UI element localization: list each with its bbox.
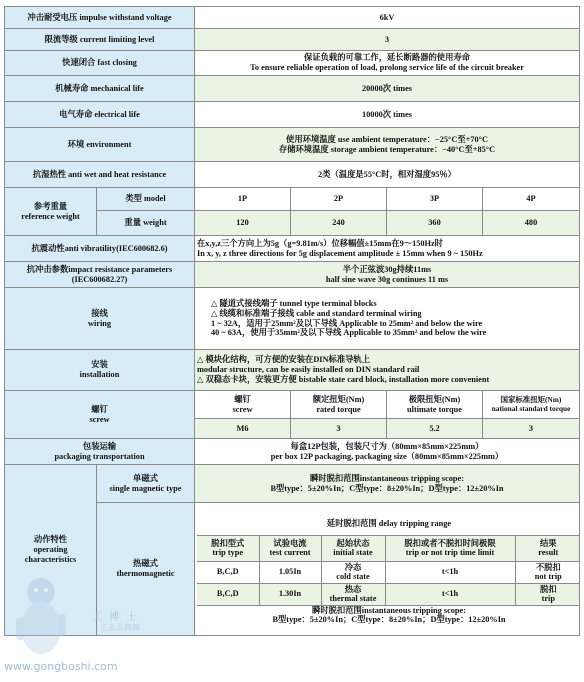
weight-4p: 480 bbox=[483, 211, 580, 236]
thermomagnetic-label-cn: 热磁式 bbox=[133, 559, 158, 569]
thermo-inst-line2: B型type：5±20%In；C型type：8±20%In；D型type：12±20%In bbox=[272, 615, 506, 625]
screw-header-ultimate-en: ultimate torque bbox=[407, 404, 462, 414]
screw-value-national: 3 bbox=[483, 419, 580, 439]
thermo-row-cold-result bbox=[515, 561, 580, 583]
wiring-label bbox=[5, 288, 195, 350]
thermo-row-thermal-state-en: thermal state bbox=[329, 594, 377, 604]
thermomagnetic-label bbox=[97, 503, 195, 636]
screw-header-national-cn: 国家标准扭矩(Nm) bbox=[500, 394, 562, 404]
limiting-value: 3 bbox=[195, 29, 580, 51]
row-packaging bbox=[5, 439, 580, 465]
row-limiting bbox=[5, 29, 580, 51]
thermo-row-thermal-result-en: trip bbox=[541, 594, 555, 604]
thermo-row-thermal-state-cn: 热态 bbox=[344, 584, 362, 594]
thermo-row-thermal-type: B,C,D bbox=[197, 583, 259, 605]
screw-value-size: M6 bbox=[195, 419, 291, 439]
thermomagnetic-label-en: thermomagnetic bbox=[116, 569, 175, 578]
packaging-line1: 每盒12P包装，包装尺寸为（80mm×85mm×225mm） bbox=[290, 441, 484, 451]
thermo-header-type-en: trip type bbox=[212, 548, 244, 558]
environment-value bbox=[195, 128, 580, 162]
closing-value-en: To ensure reliable operation of load, prolong service life of the circuit breaker bbox=[250, 63, 524, 72]
thermo-header-state bbox=[321, 535, 385, 561]
heat-value: 2类（温度是55°C时，相对湿度95％） bbox=[195, 162, 580, 188]
wiring-label-cn: 接线 bbox=[91, 308, 108, 318]
thermo-inst-row bbox=[197, 605, 580, 625]
screw-value-ultimate: 5.2 bbox=[387, 419, 483, 439]
environment-label: 环境 environment bbox=[5, 128, 195, 162]
impulse-label: 冲击耐受电压 impulse withstand voltage bbox=[5, 7, 195, 29]
screw-header-rated bbox=[291, 391, 387, 419]
weight-label-cn: 参考重量 bbox=[33, 201, 68, 211]
screw-header-screw bbox=[195, 391, 291, 419]
packaging-label-en: packaging transportation bbox=[54, 451, 145, 461]
thermo-row-thermal-current: 1.30In bbox=[259, 583, 321, 605]
wiring-label-en: wiring bbox=[87, 318, 112, 328]
row-installation bbox=[5, 350, 580, 391]
row-wiring bbox=[5, 288, 580, 350]
electrical-label: 电气寿命 electrical life bbox=[5, 102, 195, 128]
mechanical-label: 机械寿命 mechanical life bbox=[5, 76, 195, 102]
operating-label-en: operating characteristics bbox=[24, 545, 77, 564]
vibration-line1: 在x,y,z三个方向上为5g（g=9.81m/s）位移幅值±15mm在9～150Hz时 bbox=[197, 238, 443, 248]
thermo-header-time-cn: 脱扣或者不脱扣时间极限 bbox=[404, 538, 496, 548]
row-operating-single bbox=[5, 465, 580, 503]
screw-label-en: screw bbox=[89, 414, 110, 424]
thermo-row-thermal-time: t<1h bbox=[385, 583, 515, 605]
thermo-header-type-cn: 脱扣型式 bbox=[211, 538, 245, 548]
vibration-line2: In x, y, z three directions for 5g displacement amplitude ± 15mm when 9 ~ 150Hz bbox=[197, 248, 483, 258]
thermo-row-thermal-result-cn: 脱扣 bbox=[539, 584, 557, 594]
watermark-url: www.gongboshi.com bbox=[4, 660, 118, 673]
vibration-label: 抗震动性anti vibratility(IEC600682.6) bbox=[5, 236, 195, 262]
environment-line1: 使用环境温度 use ambient temperature：−25°C至+70°C bbox=[286, 134, 488, 144]
thermo-header-result-en: result bbox=[538, 548, 559, 558]
thermo-header-type bbox=[197, 535, 259, 561]
row-environment bbox=[5, 128, 580, 162]
packaging-value bbox=[195, 439, 580, 465]
screw-header-national bbox=[483, 391, 580, 419]
row-vibration bbox=[5, 236, 580, 262]
row-closing bbox=[5, 51, 580, 76]
limiting-label: 限流等级 current limiting level bbox=[5, 29, 195, 51]
wiring-line-4: 40 ~ 63A，使用于35mm²及以下导线 Applicable to 35mm² and below the wire bbox=[211, 328, 487, 338]
thermo-header-result bbox=[515, 535, 580, 561]
thermo-header-state-cn: 起始状态 bbox=[336, 538, 370, 548]
impulse-value: 6kV bbox=[195, 7, 580, 29]
packaging-line2: per box 12P packaging, packaging size（80mm×85mm×225mm） bbox=[270, 451, 504, 461]
weight-label bbox=[5, 188, 97, 236]
thermo-header-state-en: initial state bbox=[333, 548, 373, 558]
row-screw-header bbox=[5, 391, 580, 419]
closing-value bbox=[195, 51, 580, 76]
thermo-row-thermal-result bbox=[515, 583, 580, 605]
model-1p: 1P bbox=[195, 188, 291, 211]
single-magnetic-line1: 瞬时脱扣范围instantaneous tripping scope: bbox=[310, 473, 464, 483]
screw-header-rated-cn: 额定扭矩(Nm) bbox=[312, 394, 365, 404]
weight-1p: 120 bbox=[195, 211, 291, 236]
installation-label-en: installation bbox=[79, 370, 120, 379]
weight-label-en: reference weight bbox=[21, 211, 80, 221]
installation-line-2: modular structure, can be easily installed on DIN standard rail bbox=[197, 365, 420, 375]
impact-label-2: (IEC600682.27) bbox=[71, 274, 128, 284]
thermo-row-cold-result-cn: 不脱扣 bbox=[535, 562, 561, 572]
thermo-header-time-en: trip or not trip time limit bbox=[405, 548, 495, 558]
screw-label bbox=[5, 391, 195, 439]
installation-line-1: △ 模块化结构，可方便的安装在DIN标准导轨上 bbox=[197, 355, 371, 365]
thermo-row-cold-state-en: cold state bbox=[336, 572, 370, 582]
thermo-row-cold-type: B,C,D bbox=[197, 561, 259, 583]
row-impulse bbox=[5, 7, 580, 29]
model-4p: 4P bbox=[483, 188, 580, 211]
impact-line1: 半个正弦波30g持续11ms bbox=[342, 264, 432, 274]
heat-label: 抗湿热性 anti wet and heat resistance bbox=[5, 162, 195, 188]
thermo-delay-title: 延时脱扣范围 delay tripping range bbox=[197, 513, 580, 535]
weight-value-label: 重量 weight bbox=[97, 211, 195, 236]
impact-label-1: 抗冲击参数impact resistance parameters bbox=[26, 264, 173, 274]
thermo-row-thermal-state bbox=[321, 583, 385, 605]
wiring-line-1: △ 隧道式接线端子 tunnel type terminal blocks bbox=[211, 298, 377, 308]
packaging-label-cn: 包装运输 bbox=[82, 441, 117, 451]
thermo-inst-value bbox=[197, 605, 580, 625]
thermo-inst-line1: 瞬时脱扣范围instantaneous tripping scope: bbox=[312, 605, 466, 615]
thermo-header-current-cn: 试验电流 bbox=[273, 538, 307, 548]
screw-value-rated: 3 bbox=[291, 419, 387, 439]
thermo-row-cold-state bbox=[321, 561, 385, 583]
single-magnetic-label-en: single magnetic type bbox=[109, 483, 182, 493]
model-2p: 2P bbox=[291, 188, 387, 211]
thermo-header-time bbox=[385, 535, 515, 561]
screw-header-ultimate-cn: 极限扭矩(Nm) bbox=[408, 394, 461, 404]
screw-header-ultimate bbox=[387, 391, 483, 419]
thermo-delay-row bbox=[197, 513, 580, 535]
screw-header-screw-en: screw bbox=[232, 404, 253, 414]
row-mechanical bbox=[5, 76, 580, 102]
thermo-header-result-cn: 结果 bbox=[539, 538, 557, 548]
thermo-row-cold-result-en: not trip bbox=[534, 572, 562, 582]
watermark-subtitle: 工业品商城 bbox=[100, 623, 140, 632]
impact-line2: half sine wave 30g continues 11 ms bbox=[325, 274, 449, 284]
single-magnetic-value bbox=[195, 465, 580, 503]
wiring-line-2: △ 线缆和标准端子接线 cable and standard terminal wiring bbox=[211, 308, 422, 318]
spec-table bbox=[4, 6, 580, 636]
single-magnetic-label bbox=[97, 465, 195, 503]
row-weight-model bbox=[5, 188, 580, 211]
row-electrical bbox=[5, 102, 580, 128]
environment-line2: 存储环境温度 storage ambient temperature：−40°C至+85°C bbox=[278, 144, 496, 154]
wiring-value bbox=[195, 288, 580, 350]
operating-label-cn: 动作特性 bbox=[33, 535, 68, 545]
screw-header-screw-cn: 螺钉 bbox=[234, 394, 251, 404]
installation-line-3: △ 双稳态卡块，安装更方便 bistable state card block, installation more convenient bbox=[197, 374, 490, 384]
watermark-brand: 工 博 士 bbox=[92, 612, 139, 623]
screw-header-rated-en: rated torque bbox=[316, 404, 361, 414]
thermo-row-thermal bbox=[197, 583, 580, 605]
installation-label bbox=[5, 350, 195, 391]
impact-label bbox=[5, 262, 195, 288]
weight-3p: 360 bbox=[387, 211, 483, 236]
thermomagnetic-detail bbox=[195, 503, 580, 636]
single-magnetic-line2: B型type：5±20%In；C型type：8±20%In；D型type：12±20%In bbox=[270, 483, 504, 493]
closing-label: 快速闭合 fast closing bbox=[5, 51, 195, 76]
spec-sheet bbox=[4, 6, 579, 636]
thermo-row-cold-current: 1.05In bbox=[259, 561, 321, 583]
screw-label-cn: 螺钉 bbox=[91, 404, 108, 414]
electrical-value: 10000次 times bbox=[195, 102, 580, 128]
model-3p: 3P bbox=[387, 188, 483, 211]
thermo-row-cold bbox=[197, 561, 580, 583]
model-label: 类型 model bbox=[97, 188, 195, 211]
installation-label-cn: 安装 bbox=[91, 360, 108, 370]
single-magnetic-label-cn: 单磁式 bbox=[133, 473, 158, 483]
impact-value bbox=[195, 262, 580, 288]
thermo-table bbox=[197, 513, 580, 625]
screw-header-national-en: national standard torque bbox=[491, 403, 571, 413]
thermo-header-row bbox=[197, 535, 580, 561]
packaging-label bbox=[5, 439, 195, 465]
vibration-value bbox=[195, 236, 580, 262]
row-impact bbox=[5, 262, 580, 288]
wiring-line-3: 1 ~ 32A，适用于25mm²及以下导线 Applicable to 25mm² and below the wire bbox=[211, 318, 483, 328]
thermo-header-current-en: test current bbox=[269, 548, 311, 558]
row-heat bbox=[5, 162, 580, 188]
installation-value bbox=[195, 350, 580, 391]
operating-label bbox=[5, 465, 97, 636]
weight-2p: 240 bbox=[291, 211, 387, 236]
thermo-header-current bbox=[259, 535, 321, 561]
thermo-row-cold-time: t<1h bbox=[385, 561, 515, 583]
closing-value-cn: 保证负载的可靠工作，延长断路器的使用寿命 bbox=[304, 53, 470, 63]
thermo-row-cold-state-cn: 冷态 bbox=[344, 562, 362, 572]
mechanical-value: 20000次 times bbox=[195, 76, 580, 102]
